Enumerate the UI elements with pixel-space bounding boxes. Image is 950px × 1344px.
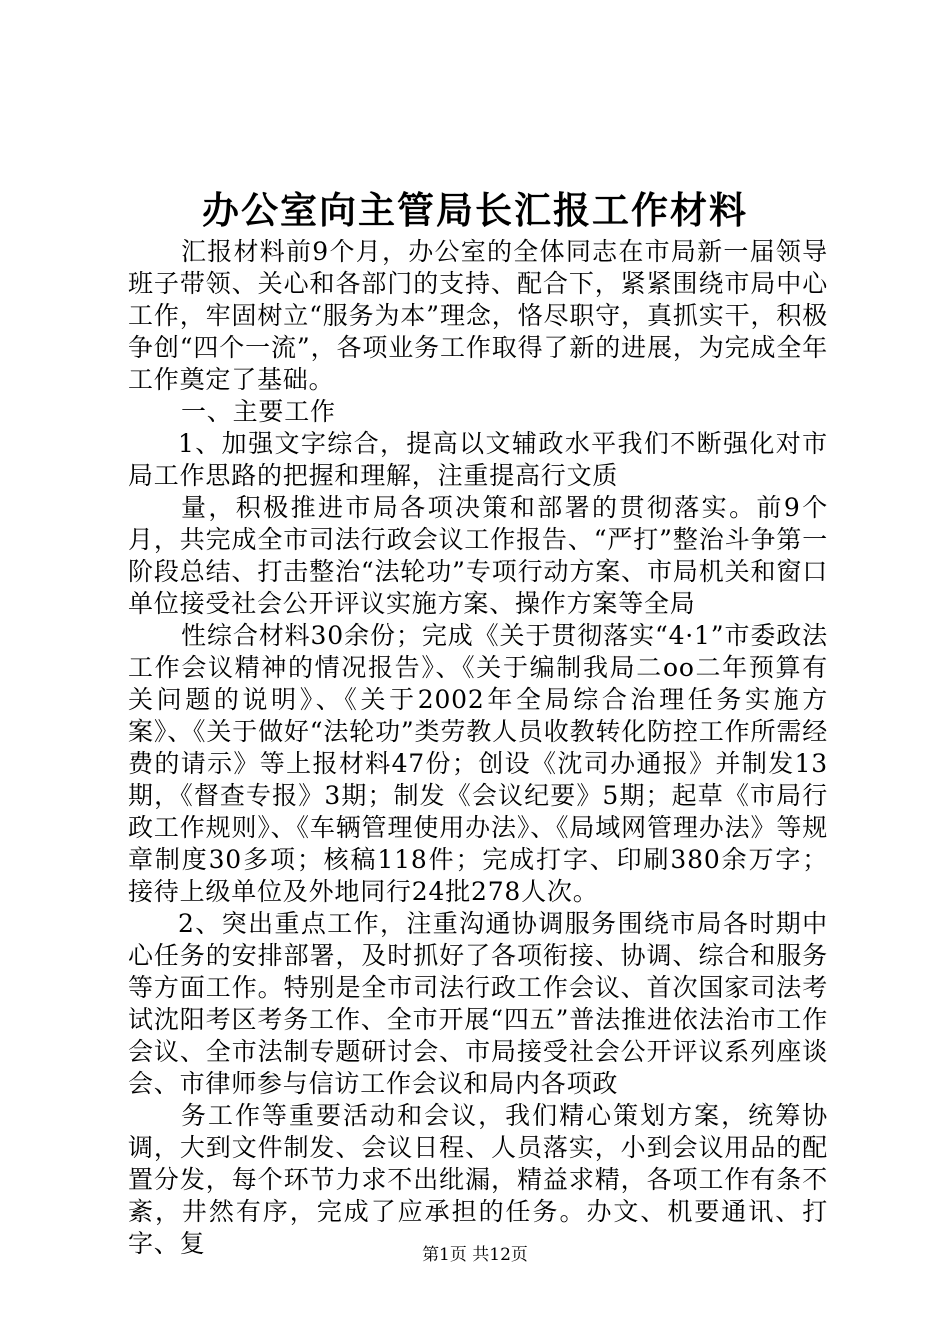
document-body — [128, 236, 828, 1260]
paragraph-item-1: 1、加强文字综合，提高以文辅政水平我们不断强化对市局工作思路的把握和理解，注重提高行文质 — [128, 429, 828, 490]
page-number-footer: 第1页 共12页 — [422, 1245, 528, 1265]
paragraph-item-2-continued: 务工作等重要活动和会议，我们精心策划方案，统筹协调，大到文件制发、会议日程、人员落实，小到会议用品的配置分发，每个环节力求不出纰漏，精益求精，各项工作有条不紊，井然有序，完成了应承担的任务。办文、机要通讯、打字、复 — [128, 1101, 828, 1258]
paragraph-item-1-materials: 性综合材料30余份；完成《关于贯彻落实“4·1”市委政法工作会议精神的情况报告》、《关于编制我局二oo二年预算有关问题的说明》、《关于2002年全局综合治理任务实施方案》、《关于做好“法轮功”类劳教人员收教转化防控工作所需经费的请示》等上报材料47份；创设《沈司办通报》并制发13期，《督查专报》3期；制发《会议纪要》5期；起草《市局行政工作规则》、《车辆管理使用办法》、《局域网管理办法》等规章制度30多项；核稿118件；完成打字、印刷380余万字；接待上级单位及外地同行24批278人次。 — [128, 621, 828, 906]
paragraph-item-1-continued: 量，积极推进市局各项决策和部署的贯彻落实。前9个月，共完成全市司法行政会议工作报告、“严打”整治斗争第一阶段总结、打击整治“法轮功”专项行动方案、市局机关和窗口单位接受社会公开评议实施方案、操作方案等全局 — [128, 493, 828, 618]
paragraph-item-2: 2、突出重点工作，注重沟通协调服务围绕市局各时期中心任务的安排部署，及时抓好了各项衔接、协调、综合和服务等方面工作。特别是全市司法行政工作会议、首次国家司法考试沈阳考区考务工作、全市开展“四五”普法推进依法治市工作会议、全市法制专题研讨会、市局接受社会公开评议系列座谈会、市律师参与信访工作会议和局内各项政 — [128, 909, 828, 1098]
document-title: 办公室向主管局长汇报工作材料 — [202, 188, 748, 232]
section-heading-main-work: 一、主要工作 — [181, 397, 336, 426]
paragraph-intro: 汇报材料前9个月，办公室的全体同志在市局新一届领导班子带领、关心和各部门的支持、配合下，紧紧围绕市局中心工作，牢固树立“服务为本”理念，恪尽职守，真抓实干，积极争创“四个一流”，各项业务工作取得了新的进展，为完成全年工作奠定了基础。 — [128, 237, 828, 394]
